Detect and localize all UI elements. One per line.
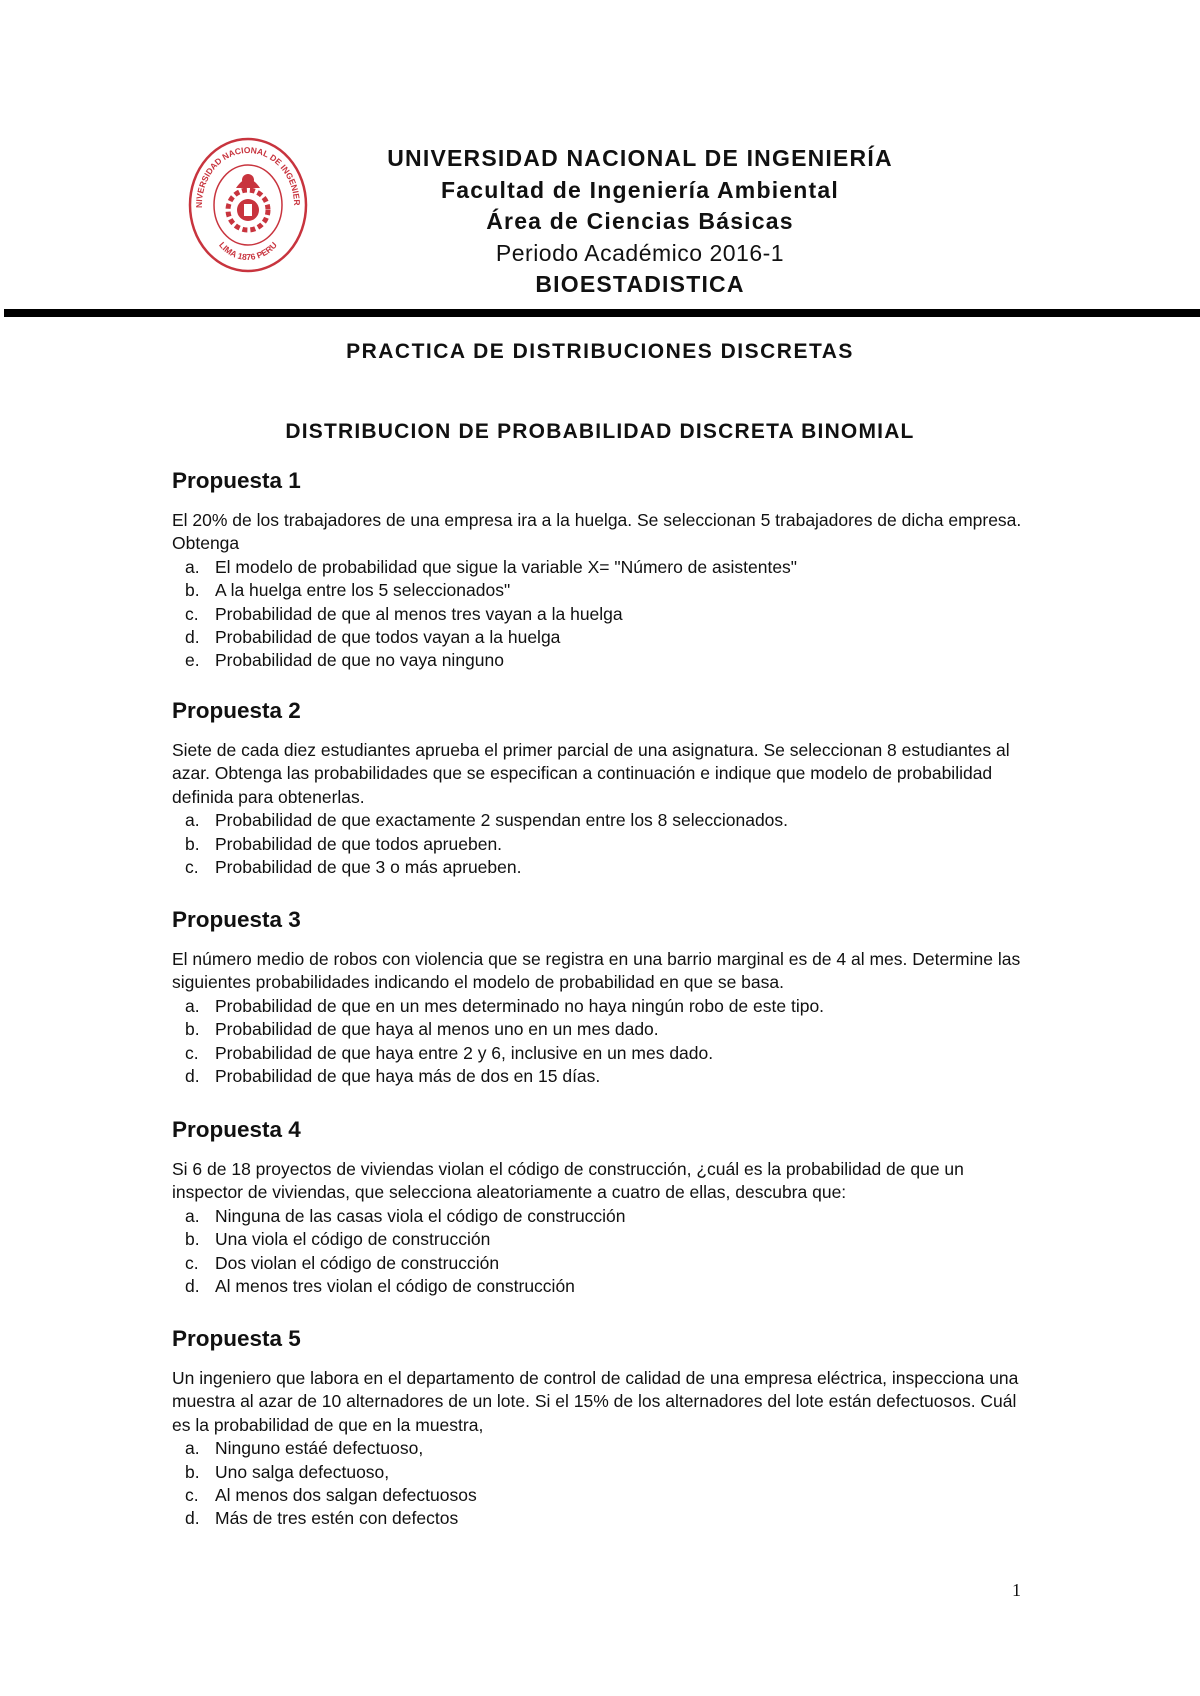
item-text: Probabilidad de que haya más de dos en 15 días. bbox=[215, 1066, 601, 1087]
academic-period: Periodo Académico 2016-1 bbox=[495, 239, 785, 266]
propuesta-4 bbox=[172, 1116, 1028, 1298]
item-text: Al menos tres violan el código de construcción bbox=[215, 1276, 575, 1297]
page-number: 1 bbox=[1012, 1580, 1021, 1600]
item-text: Dos violan el código de construcción bbox=[215, 1252, 500, 1273]
item-text: Probabilidad de que haya entre 2 y 6, inclusive en un mes dado. bbox=[215, 1042, 714, 1063]
propuesta-title: Propuesta 5 bbox=[172, 1326, 301, 1351]
item-text: Una viola el código de construcción bbox=[215, 1229, 491, 1250]
question-item bbox=[172, 579, 1028, 602]
faculty-name: Facultad de Ingeniería Ambiental bbox=[441, 176, 839, 203]
propuesta-1 bbox=[172, 467, 1028, 673]
propuesta-intro: El 20% de los trabajadores de una empresa ira a la huelga. Se seleccionan 5 trabajadores de dicha empresa. Obtenga bbox=[172, 510, 1022, 554]
propuesta-title: Propuesta 2 bbox=[172, 698, 301, 723]
question-item bbox=[172, 1507, 1028, 1530]
item-marker: a. bbox=[185, 995, 200, 1016]
propuesta-intro: Siete de cada diez estudiantes aprueba el primer parcial de una asignatura. Se seleccionan 8 estudiantes al azar. Obtenga las probabilidades que se especifican a continuación e indique que modelo de probabilidad definida para obtenerlas. bbox=[172, 740, 1010, 807]
question-item bbox=[172, 809, 1028, 832]
propuesta-5 bbox=[172, 1325, 1028, 1531]
svg-text:LIMA 1876 PERU: LIMA 1876 PERU bbox=[217, 239, 279, 263]
item-marker: d. bbox=[185, 1066, 200, 1087]
item-text: Probabilidad de que todos vayan a la huelga bbox=[215, 627, 561, 648]
university-seal bbox=[188, 136, 308, 274]
item-text: Probabilidad de que haya al menos uno en un mes dado. bbox=[215, 1019, 659, 1040]
area-name: Área de Ciencias Básicas bbox=[486, 208, 794, 234]
propuesta-intro: Si 6 de 18 proyectos de viviendas violan el código de construcción, ¿cuál es la probabilidad de que un inspector de viviendas, que selecciona aleatoriamente a cuatro de ellas, descubra que: bbox=[172, 1159, 964, 1203]
question-item bbox=[172, 995, 1028, 1018]
document-title: PRACTICA DE DISTRIBUCIONES DISCRETAS bbox=[346, 340, 854, 363]
question-item bbox=[172, 1065, 1028, 1088]
item-marker: a. bbox=[185, 810, 200, 831]
item-text: Probabilidad de que exactamente 2 suspendan entre los 8 seleccionados. bbox=[215, 810, 789, 831]
item-text: Probabilidad de que en un mes determinado no haya ningún robo de este tipo. bbox=[215, 995, 825, 1016]
propuesta-title: Propuesta 3 bbox=[172, 907, 301, 932]
item-marker: e. bbox=[185, 650, 200, 671]
item-marker: a. bbox=[185, 1438, 200, 1459]
course-name: BIOESTADISTICA bbox=[535, 271, 745, 297]
item-marker: c. bbox=[185, 1042, 199, 1063]
item-marker: b. bbox=[185, 580, 200, 601]
question-item bbox=[172, 1252, 1028, 1275]
question-item bbox=[172, 603, 1028, 626]
propuesta-2 bbox=[172, 697, 1028, 879]
item-marker: b. bbox=[185, 1019, 200, 1040]
item-marker: a. bbox=[185, 556, 200, 577]
item-text: Ninguna de las casas viola el código de construcción bbox=[215, 1205, 626, 1226]
item-marker: b. bbox=[185, 1229, 200, 1250]
question-item bbox=[172, 856, 1028, 879]
propuesta-title: Propuesta 1 bbox=[172, 468, 301, 493]
item-marker: c. bbox=[185, 1485, 199, 1506]
question-item bbox=[172, 1275, 1028, 1298]
question-item bbox=[172, 1205, 1028, 1228]
item-text: Probabilidad de que al menos tres vayan a la huelga bbox=[215, 603, 623, 624]
question-item bbox=[172, 556, 1028, 579]
question-list bbox=[172, 809, 1028, 879]
item-text: El modelo de probabilidad que sigue la variable X= "Número de asistentes" bbox=[215, 556, 798, 577]
item-marker: d. bbox=[185, 1276, 200, 1297]
item-marker: c. bbox=[185, 857, 199, 878]
question-list bbox=[172, 556, 1028, 673]
item-text: Al menos dos salgan defectuosos bbox=[215, 1485, 477, 1506]
svg-text:UNIVERSIDAD NACIONAL DE INGENI: NIVERSIDAD NACIONAL DE INGENIER bbox=[193, 144, 303, 208]
item-marker: c. bbox=[185, 603, 199, 624]
item-text: Probabilidad de que 3 o más aprueben. bbox=[215, 857, 522, 878]
question-list bbox=[172, 1437, 1028, 1531]
question-item bbox=[172, 1228, 1028, 1251]
propuesta-title: Propuesta 4 bbox=[172, 1117, 301, 1142]
propuesta-intro: El número medio de robos con violencia que se registra en una barrio marginal es de 4 al mes. Determine las siguientes probabilidades indicando el modelo de probabilidad en que se basa. bbox=[172, 949, 1021, 993]
item-text: Uno salga defectuoso, bbox=[215, 1461, 390, 1482]
question-item bbox=[172, 1484, 1028, 1507]
question-item bbox=[172, 1042, 1028, 1065]
institution-header bbox=[380, 143, 900, 301]
item-text: Probabilidad de que no vaya ninguno bbox=[215, 650, 504, 671]
item-marker: c. bbox=[185, 1252, 199, 1273]
question-item bbox=[172, 626, 1028, 649]
document-subtitle: DISTRIBUCION DE PROBABILIDAD DISCRETA BINOMIAL bbox=[285, 420, 915, 443]
question-item bbox=[172, 833, 1028, 856]
question-list bbox=[172, 995, 1028, 1089]
item-marker: d. bbox=[185, 627, 200, 648]
item-text: Probabilidad de que todos aprueben. bbox=[215, 833, 503, 854]
question-list bbox=[172, 1205, 1028, 1299]
item-marker: d. bbox=[185, 1508, 200, 1529]
propuesta-intro: Un ingeniero que labora en el departamento de control de calidad de una empresa eléctrica, inspecciona una muestra al azar de 10 alternadores de un lote. Si el 15% de los alternadores del lote están defectuosos. Cuál es la probabilidad de que en la muestra, bbox=[172, 1368, 1019, 1435]
item-marker: a. bbox=[185, 1205, 200, 1226]
item-text: Ninguno estáé defectuoso, bbox=[215, 1438, 424, 1459]
question-item bbox=[172, 1437, 1028, 1460]
question-item bbox=[172, 1018, 1028, 1041]
item-text: A la huelga entre los 5 seleccionados" bbox=[215, 580, 511, 601]
propuesta-3 bbox=[172, 906, 1028, 1088]
item-marker: b. bbox=[185, 1461, 200, 1482]
item-marker: b. bbox=[185, 833, 200, 854]
question-item bbox=[172, 1461, 1028, 1484]
question-item bbox=[172, 649, 1028, 672]
university-name: UNIVERSIDAD NACIONAL DE INGENIERÍA bbox=[387, 145, 893, 171]
item-text: Más de tres estén con defectos bbox=[215, 1508, 459, 1529]
header-divider bbox=[4, 309, 1200, 317]
